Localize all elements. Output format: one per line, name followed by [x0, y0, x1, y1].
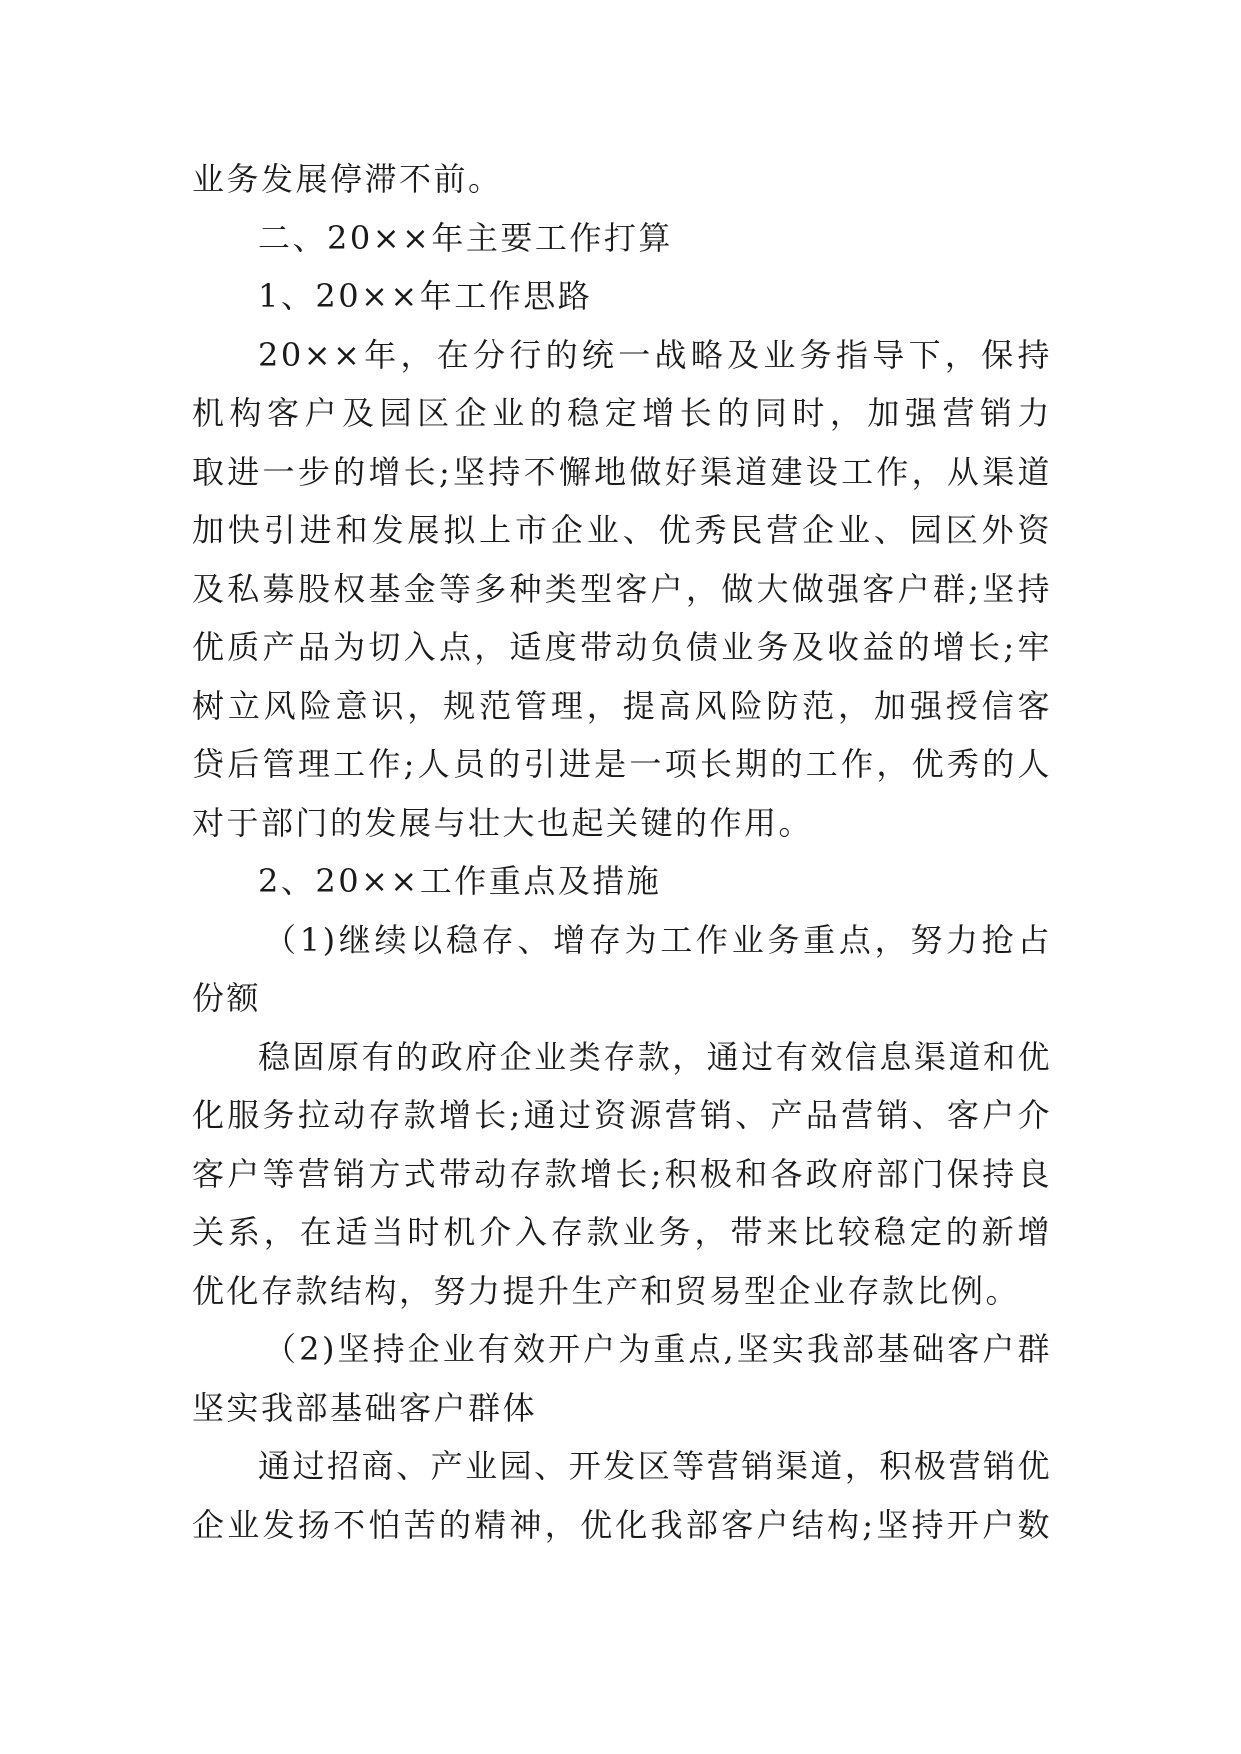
paragraph-line: 优化存款结构，努力提升生产和贸易型企业存款比例。 [192, 1271, 1021, 1310]
item-heading: （1)继续以稳存、增存为工作业务重点，努力抢占 [264, 920, 1052, 959]
paragraph-line: 树立风险意识，规范管理，提高风险防范，加强授信客 [192, 686, 1052, 725]
paragraph-line: 机构客户及园区企业的稳定增长的同时，加强营销力 [192, 394, 1052, 432]
paragraph-line: 企业发扬不怕苦的精神，优化我部客户结构;坚持开户数 [192, 1505, 1052, 1544]
subsection-heading: 1、20××年工作思路 [258, 277, 593, 315]
paragraph-line: 优质产品为切入点，适度带动负债业务及收益的增长;牢 [192, 628, 1052, 666]
paragraph-line: 对于部门的发展与壮大也起关键的作用。 [192, 803, 814, 842]
paragraph-line: 通过招商、产业园、开发区等营销渠道，积极营销优 [258, 1447, 1052, 1485]
paragraph-line: 坚实我部基础客户群体 [192, 1388, 538, 1427]
section-heading: 二、20××年主要工作打算 [258, 218, 673, 257]
paragraph-line: 加快引进和发展拟上市企业、优秀民营企业、园区外资 [192, 511, 1052, 549]
item-heading: （2)坚持企业有效开户为重点,坚实我部基础客户群 [264, 1330, 1052, 1368]
paragraph-line: 化服务拉动存款增长;通过资源营销、产品营销、客户介 [192, 1096, 1052, 1134]
paragraph-line: 份额 [192, 979, 262, 1017]
paragraph-line: 稳固原有的政府企业类存款，通过有效信息渠道和优 [258, 1037, 1052, 1076]
paragraph-line: 贷后管理工作;人员的引进是一项长期的工作，优秀的人 [192, 745, 1052, 783]
subsection-heading: 2、20××工作重点及措施 [258, 862, 662, 900]
document-body [192, 150, 1052, 1554]
paragraph-line: 取进一步的增长;坚持不懈地做好渠道建设工作，从渠道 [192, 452, 1052, 491]
paragraph-line: 20××年，在分行的统一战略及业务指导下，保持 [258, 335, 1052, 374]
paragraph-line: 关系，在适当时机介入存款业务，带来比较稳定的新增 [192, 1213, 1052, 1251]
paragraph-line: 业务发展停滞不前。 [192, 160, 503, 198]
paragraph-line: 客户等营销方式带动存款增长;积极和各政府部门保持良 [192, 1154, 1052, 1193]
paragraph-line: 及私募股权基金等多种类型客户，做大做强客户群;坚持 [192, 569, 1052, 608]
